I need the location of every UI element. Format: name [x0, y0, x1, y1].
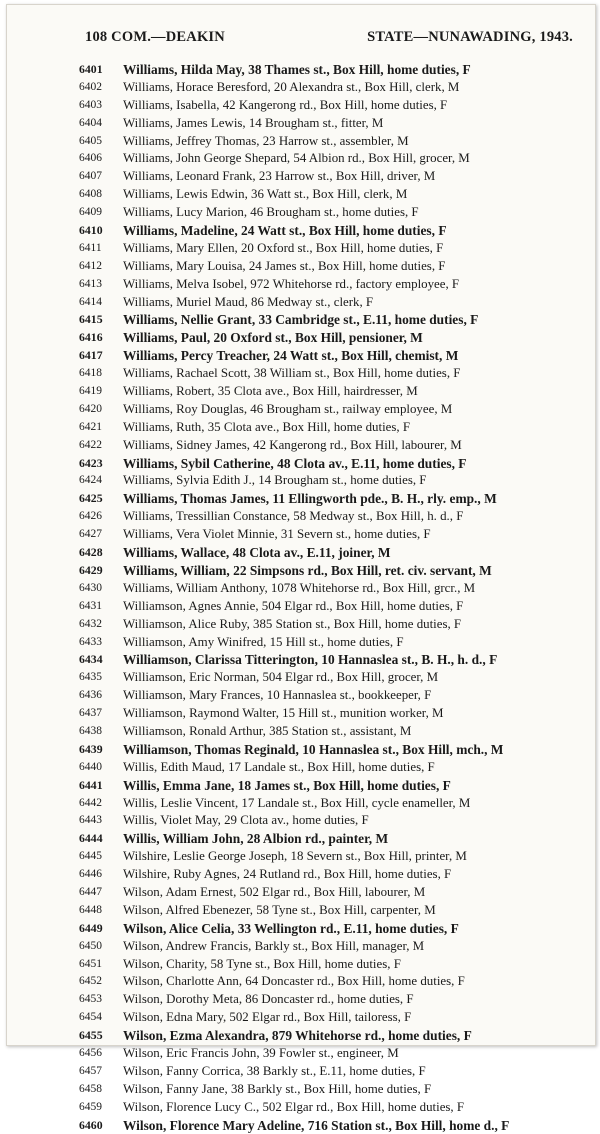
entry-number: 6453 [79, 993, 102, 1006]
list-item [7, 526, 595, 544]
entry-number: 6402 [79, 80, 102, 93]
list-item [7, 544, 595, 562]
entry-text: Williams, Isabella, 42 Kangerong rd., Box Hill, home duties, F [123, 97, 448, 112]
entry-text: Wilson, Fanny Corrica, 38 Barkly st., E.11, home duties, F [123, 1063, 426, 1078]
list-item [7, 884, 595, 902]
entry-text: Williams, Thomas James, 11 Ellingworth pde., B. H., rly. emp., M [123, 491, 497, 507]
list-item [7, 777, 595, 795]
entry-number: 6413 [79, 277, 102, 290]
list-item [7, 222, 595, 240]
list-item [7, 616, 595, 634]
entry-list [7, 61, 595, 1134]
entry-text: Williamson, Thomas Reginald, 10 Hannaslea st., Box Hill, mch., M [123, 741, 504, 757]
entry-number: 6410 [79, 223, 103, 238]
list-item [7, 902, 595, 920]
entry-text: Williams, Hilda May, 38 Thames st., Box Hill, home duties, F [123, 62, 471, 77]
entry-text: Williams, Vera Violet Minnie, 31 Severn st., home duties, F [123, 527, 431, 542]
entry-number: 6421 [79, 420, 102, 433]
list-item [7, 419, 595, 437]
list-item [7, 365, 595, 383]
list-item [7, 1009, 595, 1027]
list-item [7, 669, 595, 687]
list-item [7, 938, 595, 956]
entry-number: 6454 [79, 1011, 102, 1024]
entry-number: 6416 [79, 330, 103, 345]
entry-number: 6423 [79, 455, 103, 470]
list-item [7, 61, 595, 79]
list-item [7, 795, 595, 813]
list-item [7, 133, 595, 151]
entry-number: 6424 [79, 474, 102, 487]
list-item [7, 347, 595, 365]
list-item [7, 866, 595, 884]
list-item [7, 311, 595, 329]
entry-text: Williams, Robert, 35 Clota ave., Box Hill, hairdresser, M [123, 384, 418, 399]
entry-text: Williamson, Agnes Annie, 504 Elgar rd., Box Hill, home duties, F [123, 598, 464, 613]
entry-text: Williams, Sybil Catherine, 48 Clota av., E.11, home duties, F [123, 455, 467, 471]
entry-number: 6403 [79, 98, 102, 111]
entry-text: Williams, Ruth, 35 Clota ave., Box Hill, home duties, F [123, 419, 410, 434]
entry-text: Willis, Edith Maud, 17 Landale st., Box Hill, home duties, F [123, 759, 435, 774]
entry-number: 6427 [79, 528, 102, 541]
list-item [7, 204, 595, 222]
entry-number: 6414 [79, 295, 102, 308]
list-item [7, 562, 595, 580]
entry-text: Williams, Madeline, 24 Watt st., Box Hill, home duties, F [123, 223, 447, 239]
entry-number: 6452 [79, 975, 102, 988]
entry-number: 6445 [79, 850, 102, 863]
entry-number: 6412 [79, 259, 102, 272]
entry-text: Wilshire, Ruby Agnes, 24 Rutland rd., Box Hill, home duties, F [123, 867, 452, 882]
entry-number: 6429 [79, 562, 103, 577]
list-item [7, 759, 595, 777]
entry-text: Wilson, Adam Ernest, 502 Elgar rd., Box Hill, labourer, M [123, 884, 426, 899]
entry-text: Wilson, Florence Mary Adeline, 716 Station st., Box Hill, home d., F [123, 1117, 510, 1133]
list-item [7, 973, 595, 991]
entry-text: Williams, Rachael Scott, 38 William st., Box Hill, home duties, F [123, 366, 461, 381]
entry-number: 6404 [79, 116, 102, 129]
entry-number: 6409 [79, 206, 102, 219]
list-item [7, 812, 595, 830]
entry-number: 6417 [79, 348, 103, 363]
entry-text: Wilson, Eric Francis John, 39 Fowler st., engineer, M [123, 1045, 399, 1060]
list-item [7, 634, 595, 652]
entry-number: 6450 [79, 939, 102, 952]
list-item [7, 991, 595, 1009]
entry-number: 6438 [79, 724, 102, 737]
entry-text: Williams, James Lewis, 14 Brougham st., fitter, M [123, 115, 384, 130]
directory-page [6, 4, 596, 1133]
entry-number: 6432 [79, 617, 102, 630]
entry-text: Williams, William, 22 Simpsons rd., Box Hill, ret. civ. servant, M [123, 562, 492, 578]
entry-number: 6441 [79, 777, 103, 792]
entry-number: 6442 [79, 796, 102, 809]
list-item [7, 651, 595, 669]
entry-text: Williams, Tressillian Constance, 58 Medway st., Box Hill, h. d., F [123, 509, 464, 524]
entry-text: Williams, Sidney James, 42 Kangerong rd., Box Hill, labourer, M [123, 437, 462, 452]
entry-number: 6447 [79, 885, 102, 898]
entry-text: Williams, Mary Ellen, 20 Oxford st., Box Hill, home duties, F [123, 240, 444, 255]
entry-text: Williams, Nellie Grant, 33 Cambridge st., E.11, home duties, F [123, 312, 479, 328]
entry-text: Wilson, Edna Mary, 502 Elgar rd., Box Hill, tailoress, F [123, 1010, 412, 1025]
entry-text: Wilson, Fanny Jane, 38 Barkly st., Box Hill, home duties, F [123, 1081, 432, 1096]
entry-text: Williams, William Anthony, 1078 Whitehorse rd., Box Hill, grcr., M [123, 580, 476, 595]
entry-number: 6456 [79, 1046, 102, 1059]
entry-text: Williamson, Amy Winifred, 15 Hill st., home duties, F [123, 634, 404, 649]
list-item [7, 329, 595, 347]
entry-number: 6406 [79, 152, 102, 165]
list-item [7, 168, 595, 186]
entry-text: Williamson, Clarissa Titterington, 10 Hannaslea st., B. H., h. d., F [123, 652, 498, 668]
entry-number: 6408 [79, 188, 102, 201]
entry-text: Willis, Emma Jane, 18 James st., Box Hill, home duties, F [123, 777, 451, 793]
entry-number: 6434 [79, 652, 103, 667]
entry-number: 6420 [79, 402, 102, 415]
entry-number: 6440 [79, 760, 102, 773]
entry-text: Wilson, Charity, 58 Tyne st., Box Hill, home duties, F [123, 956, 401, 971]
entry-number: 6459 [79, 1100, 102, 1113]
entry-number: 6418 [79, 367, 102, 380]
list-item [7, 186, 595, 204]
entry-number: 6401 [79, 62, 103, 76]
header-right: STATE—NUNAWADING, 1943. [367, 29, 573, 45]
list-item [7, 401, 595, 419]
entry-number: 6405 [79, 134, 102, 147]
list-item [7, 258, 595, 276]
entry-number: 6426 [79, 510, 102, 523]
entry-number: 6430 [79, 581, 102, 594]
entry-number: 6451 [79, 957, 102, 970]
list-item [7, 1045, 595, 1063]
entry-number: 6448 [79, 903, 102, 916]
entry-text: Wilson, Florence Lucy C., 502 Elgar rd., Box Hill, home duties, F [123, 1099, 465, 1114]
entry-number: 6433 [79, 635, 102, 648]
entry-text: Williams, Lewis Edwin, 36 Watt st., Box Hill, clerk, M [123, 187, 408, 202]
list-item [7, 294, 595, 312]
list-item [7, 687, 595, 705]
entry-text: Wilshire, Leslie George Joseph, 18 Severn st., Box Hill, printer, M [123, 849, 467, 864]
list-item [7, 115, 595, 133]
list-item [7, 508, 595, 526]
list-item [7, 598, 595, 616]
entry-number: 6458 [79, 1082, 102, 1095]
list-item [7, 830, 595, 848]
list-item [7, 383, 595, 401]
list-item [7, 1117, 595, 1134]
header-left: 108 COM.—DEAKIN [85, 29, 225, 45]
entry-text: Williams, Mary Louisa, 24 James st., Box Hill, home duties, F [123, 258, 446, 273]
entry-text: Williams, Jeffrey Thomas, 23 Harrow st., assembler, M [123, 133, 409, 148]
list-item [7, 1063, 595, 1081]
entry-text: Willis, Violet May, 29 Clota av., home duties, F [123, 813, 369, 828]
entry-text: Williamson, Mary Frances, 10 Hannaslea st., bookkeeper, F [123, 688, 432, 703]
entry-number: 6444 [79, 831, 103, 846]
entry-number: 6455 [79, 1028, 103, 1043]
list-item [7, 472, 595, 490]
list-item [7, 580, 595, 598]
entry-number: 6460 [79, 1117, 103, 1132]
entry-number: 6439 [79, 741, 103, 756]
list-item [7, 848, 595, 866]
list-item [7, 276, 595, 294]
entry-number: 6437 [79, 707, 102, 720]
entry-text: Wilson, Charlotte Ann, 64 Doncaster rd., Box Hill, home duties, F [123, 974, 465, 989]
list-item [7, 150, 595, 168]
entry-number: 6425 [79, 491, 103, 506]
entry-text: Williamson, Ronald Arthur, 385 Station st., assistant, M [123, 723, 412, 738]
list-item [7, 437, 595, 455]
entry-text: Williams, Lucy Marion, 46 Brougham st., home duties, F [123, 205, 419, 220]
entry-text: Williams, Melva Isobel, 972 Whitehorse rd., factory employee, F [123, 276, 460, 291]
entry-number: 6446 [79, 868, 102, 881]
entry-text: Wilson, Alice Celia, 33 Wellington rd., E.11, home duties, F [123, 920, 459, 936]
list-item [7, 79, 595, 97]
entry-text: Williams, Roy Douglas, 46 Brougham st., railway employee, M [123, 401, 453, 416]
list-item [7, 1099, 595, 1117]
entry-text: Willis, William John, 28 Albion rd., painter, M [123, 831, 389, 847]
entry-text: Williamson, Raymond Walter, 15 Hill st., munition worker, M [123, 706, 444, 721]
entry-text: Willis, Leslie Vincent, 17 Landale st., Box Hill, cycle enameller, M [123, 795, 471, 810]
entry-number: 6422 [79, 438, 102, 451]
entry-text: Wilson, Alfred Ebenezer, 58 Tyne st., Box Hill, carpenter, M [123, 902, 436, 917]
entry-text: Wilson, Dorothy Meta, 86 Doncaster rd., home duties, F [123, 992, 414, 1007]
entry-number: 6449 [79, 920, 103, 935]
entry-text: Williamson, Eric Norman, 504 Elgar rd., Box Hill, grocer, M [123, 670, 439, 685]
entry-number: 6435 [79, 671, 102, 684]
entry-number: 6457 [79, 1064, 102, 1077]
entry-text: Wilson, Andrew Francis, Barkly st., Box Hill, manager, M [123, 938, 425, 953]
list-item [7, 97, 595, 115]
entry-number: 6436 [79, 689, 102, 702]
entry-number: 6443 [79, 814, 102, 827]
entry-text: Williams, Horace Beresford, 20 Alexandra st., Box Hill, clerk, M [123, 79, 460, 94]
entry-number: 6428 [79, 545, 103, 560]
entry-text: Williamson, Alice Ruby, 385 Station st., Box Hill, home duties, F [123, 616, 462, 631]
entry-number: 6415 [79, 312, 103, 327]
entry-number: 6407 [79, 170, 102, 183]
page-header [85, 29, 573, 49]
entry-text: Williams, Leonard Frank, 23 Harrow st., Box Hill, driver, M [123, 169, 436, 184]
list-item [7, 455, 595, 473]
entry-text: Williams, Muriel Maud, 86 Medway st., clerk, F [123, 294, 374, 309]
entry-text: Williams, Percy Treacher, 24 Watt st., Box Hill, chemist, M [123, 348, 459, 364]
list-item [7, 956, 595, 974]
entry-number: 6431 [79, 599, 102, 612]
list-item [7, 1027, 595, 1045]
list-item [7, 490, 595, 508]
list-item [7, 705, 595, 723]
entry-text: Williams, Wallace, 48 Clota av., E.11, joiner, M [123, 545, 391, 561]
entry-text: Williams, John George Shepard, 54 Albion rd., Box Hill, grocer, M [123, 151, 470, 166]
entry-text: Williams, Sylvia Edith J., 14 Brougham st., home duties, F [123, 473, 427, 488]
list-item [7, 723, 595, 741]
list-item [7, 920, 595, 938]
list-item [7, 1081, 595, 1099]
list-item [7, 240, 595, 258]
entry-text: Wilson, Ezma Alexandra, 879 Whitehorse rd., home duties, F [123, 1028, 472, 1044]
entry-text: Williams, Paul, 20 Oxford st., Box Hill, pensioner, M [123, 330, 423, 346]
entry-number: 6419 [79, 385, 102, 398]
list-item [7, 741, 595, 759]
entry-number: 6411 [79, 241, 102, 254]
